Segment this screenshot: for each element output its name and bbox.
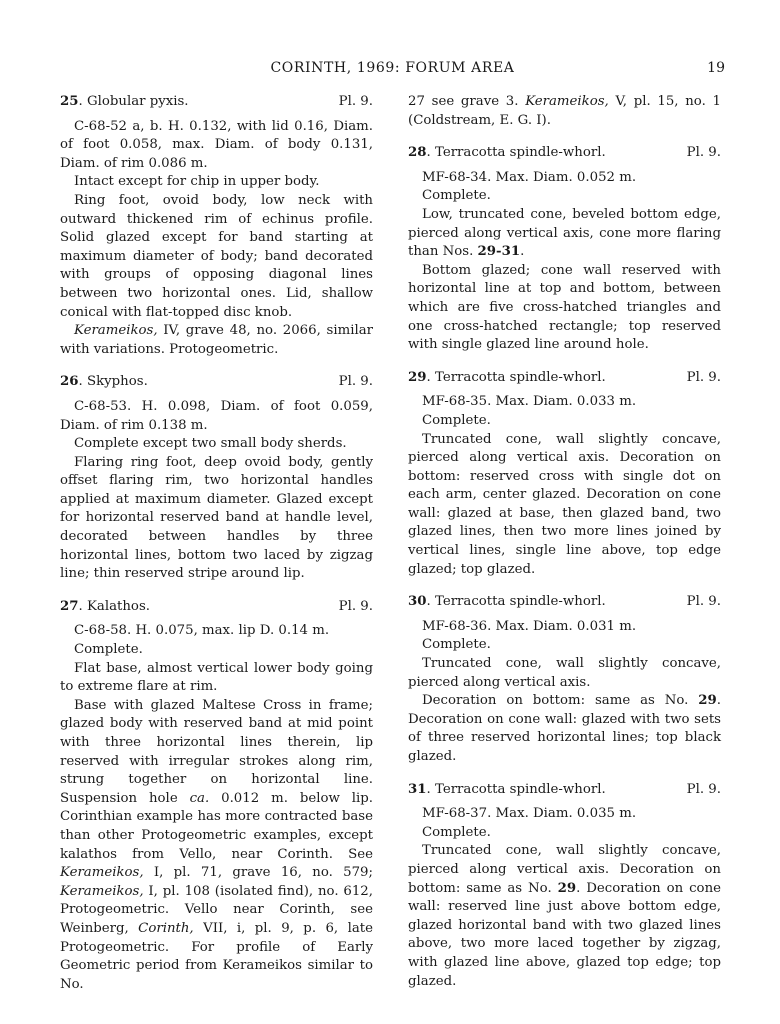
text-run: . Decoration on cone wall: reserved line just above bottom edge, glazed horizontal band with two glazed lines above, two more laced together by zigzag, with glazed line above, glazed top edge; top glazed. <box>408 880 722 989</box>
entry-description: Flaring ring foot, deep ovoid body, gently offset flaring rim, two horizontal handles applied at maximum diameter. Glazed except for horizontal reserved band at handle level, decorated between handles by three horizontal lines, bottom two laced by zigzag line; thin reserved stripe around lip. <box>60 454 373 582</box>
entry-number: 29 <box>408 369 427 385</box>
entry-title-text: Terracotta spindle-whorl. <box>434 781 606 797</box>
entry-decoration <box>408 692 721 766</box>
catalog-entry-31 <box>408 781 721 992</box>
entry-title: 29. Terracotta spindle-whorl. <box>408 369 606 385</box>
entry-measurements: C-68-52 a, b. H. 0.132, with lid 0.16, Diam. of foot 0.058, max. Diam. of body 0.131, Diam. of rim 0.086 m. <box>60 118 373 171</box>
text-run: VII, i, pl. 9, p. 6, late Protogeometric. For profile of Early Geometric period from Kerameikos similar to No. <box>60 920 373 992</box>
text-run: 0.012 m. below lip. Corinthian example has more contracted base than other Protogeometric examples, except kalathos from Vello, near Corinth. See <box>60 790 373 862</box>
italic-ref: Kerameikos, <box>60 883 144 899</box>
plate-reference: Pl. 9. <box>686 145 721 161</box>
entry-condition: Complete. <box>422 412 491 428</box>
italic-ref: Kerameikos, <box>60 865 144 881</box>
text-run: . <box>520 244 525 260</box>
plate-reference: Pl. 9. <box>338 94 373 109</box>
entry-heading <box>60 598 373 617</box>
catalog-entry-27-continued <box>408 93 721 130</box>
entry-title: 28. Terracotta spindle-whorl. <box>408 145 606 161</box>
catalog-entry-29 <box>408 369 721 580</box>
entry-title-text: Kalathos. <box>86 598 150 614</box>
italic-ref: Kerameikos, <box>525 94 609 109</box>
text-run: Base with glazed Maltese Cross in frame; glazed body with reserved band at mid point with three horizontal lines therein, lip reserved with irregular strokes along rim, strung together on horizontal line. Suspension hole <box>60 697 373 806</box>
catalog-entry-25 <box>60 93 373 359</box>
plate-reference: Pl. 9. <box>686 369 721 385</box>
entry-number: 25 <box>60 94 79 109</box>
left-column <box>60 93 373 1008</box>
plate-reference: Pl. 9. <box>338 598 373 614</box>
text-run: IV, grave 48, no. 2066, similar with variations. Protogeometric. <box>60 323 373 357</box>
text-run: I, pl. 108 (isolated find), no. 612, Protogeometric. Vello near Corinth, see Weinberg, <box>60 883 373 936</box>
italic-ref: ca. <box>189 790 210 806</box>
catalog-entry-28 <box>408 144 721 355</box>
italic-ref: Kerameikos, <box>74 323 158 339</box>
text-run: see grave 3. <box>424 94 526 109</box>
catalog-entry-27 <box>60 598 373 994</box>
entry-condition: Complete. <box>74 642 143 658</box>
entry-description: Truncated cone, wall slightly concave, pierced along vertical axis. Decoration on bottom: reserved cross with single dot on each arm, center glazed. Decoration on cone wall: glazed at base, then glazed band, two glazed lines, then two more lines joined by vertical lines, single line above, top edge glazed; top glazed. <box>408 431 721 577</box>
entry-measurements: MF-68-35. Max. Diam. 0.033 m. <box>422 394 637 410</box>
entry-decoration: Bottom glazed; cone wall reserved with horizontal line at top and bottom, between which are five cross-hatched triangles and one cross-hatched rectangle; top reserved with single glazed line around hole. <box>408 262 721 353</box>
entry-description <box>408 842 721 991</box>
text-run: V, pl. 15, no. 1 (Coldstream, E. G. I). <box>408 94 721 128</box>
entry-title-text: Terracotta spindle-whorl. <box>434 145 606 161</box>
entry-condition: Complete. <box>422 637 491 653</box>
entry-comparanda <box>408 93 721 130</box>
entry-measurements: MF-68-34. Max. Diam. 0.052 m. <box>422 169 637 185</box>
cross-reference: 29-31 <box>477 244 521 260</box>
text-run: . Decoration on cone wall: glazed with two sets of three reserved horizontal lines; top black glazed. <box>408 693 721 764</box>
page-number: 19 <box>707 60 725 76</box>
entry-decoration <box>60 697 373 995</box>
entry-number: 27 <box>60 598 79 614</box>
entry-description: Truncated cone, wall slightly concave, pierced along vertical axis. <box>408 656 721 690</box>
entry-number: 26 <box>60 374 79 390</box>
entry-title-text: Terracotta spindle-whorl. <box>434 369 606 385</box>
text-run: Low, truncated cone, beveled bottom edge, pierced along vertical axis, cone more flaring than Nos. <box>408 206 721 260</box>
entry-description: Ring foot, ovoid body, low neck with outward thickened rim of echinus profile. Solid glazed except for band starting at maximum diameter of body; band decorated with groups of opposing diagonal lines between two horizontal ones. Lid, shallow conical with flat-topped disc knob. <box>60 192 373 320</box>
entry-title-text: Globular pyxis. <box>86 94 189 109</box>
cross-reference: 29 <box>557 880 577 896</box>
entry-title: 25. Globular pyxis. <box>60 94 189 109</box>
catalog-entry-30 <box>408 593 721 766</box>
plate-reference: Pl. 9. <box>338 374 373 390</box>
catalog-entry-26 <box>60 373 373 584</box>
entry-title: 26. Skyphos. <box>60 374 148 390</box>
entry-heading <box>408 369 721 388</box>
italic-ref: Corinth, <box>138 920 194 936</box>
entry-title: 27. Kalathos. <box>60 598 150 614</box>
text-run: Truncated cone, wall slightly concave, pierced along vertical axis. Decoration on bottom: same as No. <box>408 843 721 896</box>
text-run: I, pl. 71, grave 16, no. 579; <box>143 865 373 881</box>
text-run: Decoration on bottom: same as No. <box>422 693 699 709</box>
entry-heading <box>408 144 721 163</box>
entry-measurements: C-68-53. H. 0.098, Diam. of foot 0.059, Diam. of rim 0.138 m. <box>60 398 373 433</box>
entry-description: Flat base, almost vertical lower body going to extreme flare at rim. <box>60 660 373 695</box>
page-header <box>60 60 725 80</box>
plate-reference: Pl. 9. <box>686 594 721 610</box>
entry-measurements: MF-68-36. Max. Diam. 0.031 m. <box>422 618 637 634</box>
right-column <box>408 93 721 1005</box>
entry-comparanda <box>60 322 373 359</box>
entry-heading <box>60 93 373 112</box>
running-title: CORINTH, 1969: FORUM AREA <box>270 60 515 76</box>
entry-number: 28 <box>408 145 427 161</box>
entry-condition: Complete except two small body sherds. <box>74 436 347 452</box>
entry-measurements: C-68-58. H. 0.075, max. lip D. 0.14 m. <box>74 623 330 639</box>
entry-condition: Intact except for chip in upper body. <box>74 174 320 190</box>
entry-condition: Complete. <box>422 824 491 840</box>
entry-title: 31. Terracotta spindle-whorl. <box>408 781 606 797</box>
entry-description <box>408 206 721 262</box>
entry-heading <box>408 781 721 800</box>
entry-measurements: MF-68-37. Max. Diam. 0.035 m. <box>422 806 637 822</box>
entry-title: 30. Terracotta spindle-whorl. <box>408 594 606 610</box>
entry-number: 31 <box>408 781 427 797</box>
entry-condition: Complete. <box>422 188 491 204</box>
entry-number: 30 <box>408 594 427 610</box>
text-run: 27 <box>408 94 425 109</box>
entry-heading <box>60 373 373 392</box>
cross-reference: 29 <box>698 693 717 709</box>
entry-heading <box>408 593 721 612</box>
entry-title-text: Skyphos. <box>86 374 148 390</box>
entry-title-text: Terracotta spindle-whorl. <box>434 594 606 610</box>
plate-reference: Pl. 9. <box>686 781 721 797</box>
